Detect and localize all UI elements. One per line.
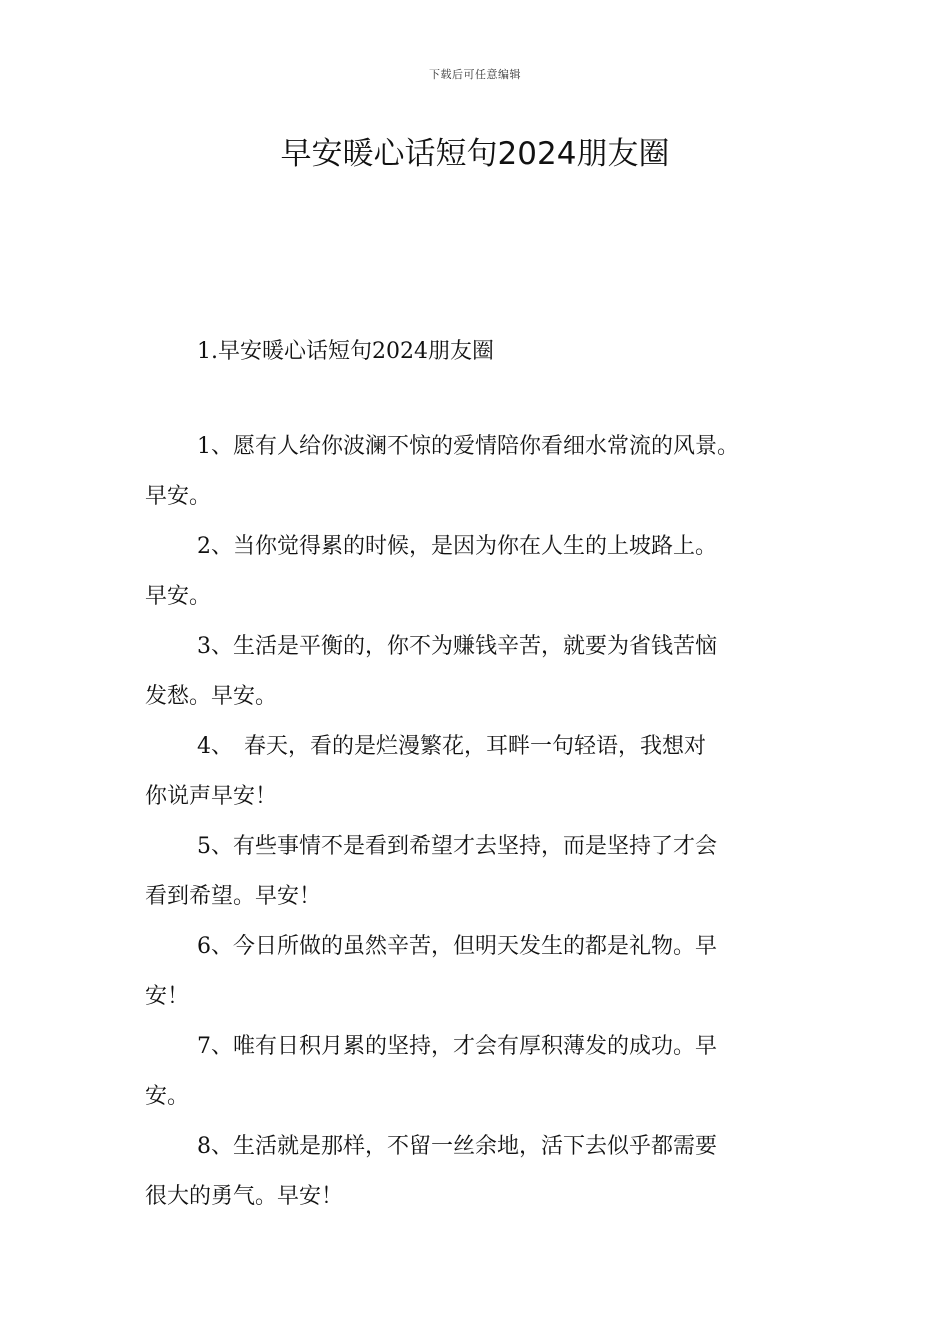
paragraph-line: 看到希望。早安！: [145, 884, 322, 909]
paragraph-line: 4、 春天，看的是烂漫繁花，耳畔一句轻语，我想对: [197, 734, 706, 759]
section-heading: 1.早安暖心话短句2024朋友圈: [197, 339, 494, 364]
paragraph-line: 安。: [145, 1084, 190, 1109]
paragraph-line: 6、今日所做的虽然辛苦，但明天发生的都是礼物。早: [197, 934, 717, 959]
paragraph-line: 发愁。早安。: [145, 684, 278, 709]
paragraph-line: 很大的勇气。早安！: [145, 1184, 344, 1209]
paragraph: [145, 722, 815, 822]
paragraph-line: 1、愿有人给你波澜不惊的爱情陪你看细水常流的风景。: [197, 434, 739, 459]
document-title: 早安暖心话短句2024朋友圈: [280, 136, 670, 172]
paragraph: [145, 922, 815, 1022]
paragraph-line: 7、唯有日积月累的坚持，才会有厚积薄发的成功。早: [197, 1034, 717, 1059]
paragraph: [145, 822, 815, 922]
paragraph-line: 5、有些事情不是看到希望才去坚持，而是坚持了才会: [197, 834, 717, 859]
paragraph-line: 你说声早安！: [145, 784, 278, 809]
paragraph-line: 早安。: [145, 484, 212, 509]
paragraph: [145, 622, 815, 722]
paragraph-line: 早安。: [145, 584, 212, 609]
header-note: 下载后可任意编辑: [429, 68, 521, 81]
body-text: [145, 422, 815, 1222]
paragraph-line: 安！: [145, 984, 190, 1009]
paragraph: [145, 522, 815, 622]
paragraph: [145, 1122, 815, 1222]
paragraph: [145, 422, 815, 522]
paragraph: [145, 1022, 815, 1122]
paragraph-line: 2、当你觉得累的时候，是因为你在人生的上坡路上。: [197, 534, 717, 559]
paragraph-line: 8、生活就是那样，不留一丝余地，活下去似乎都需要: [197, 1134, 717, 1159]
paragraph-line: 3、生活是平衡的，你不为赚钱辛苦，就要为省钱苦恼: [197, 634, 717, 659]
